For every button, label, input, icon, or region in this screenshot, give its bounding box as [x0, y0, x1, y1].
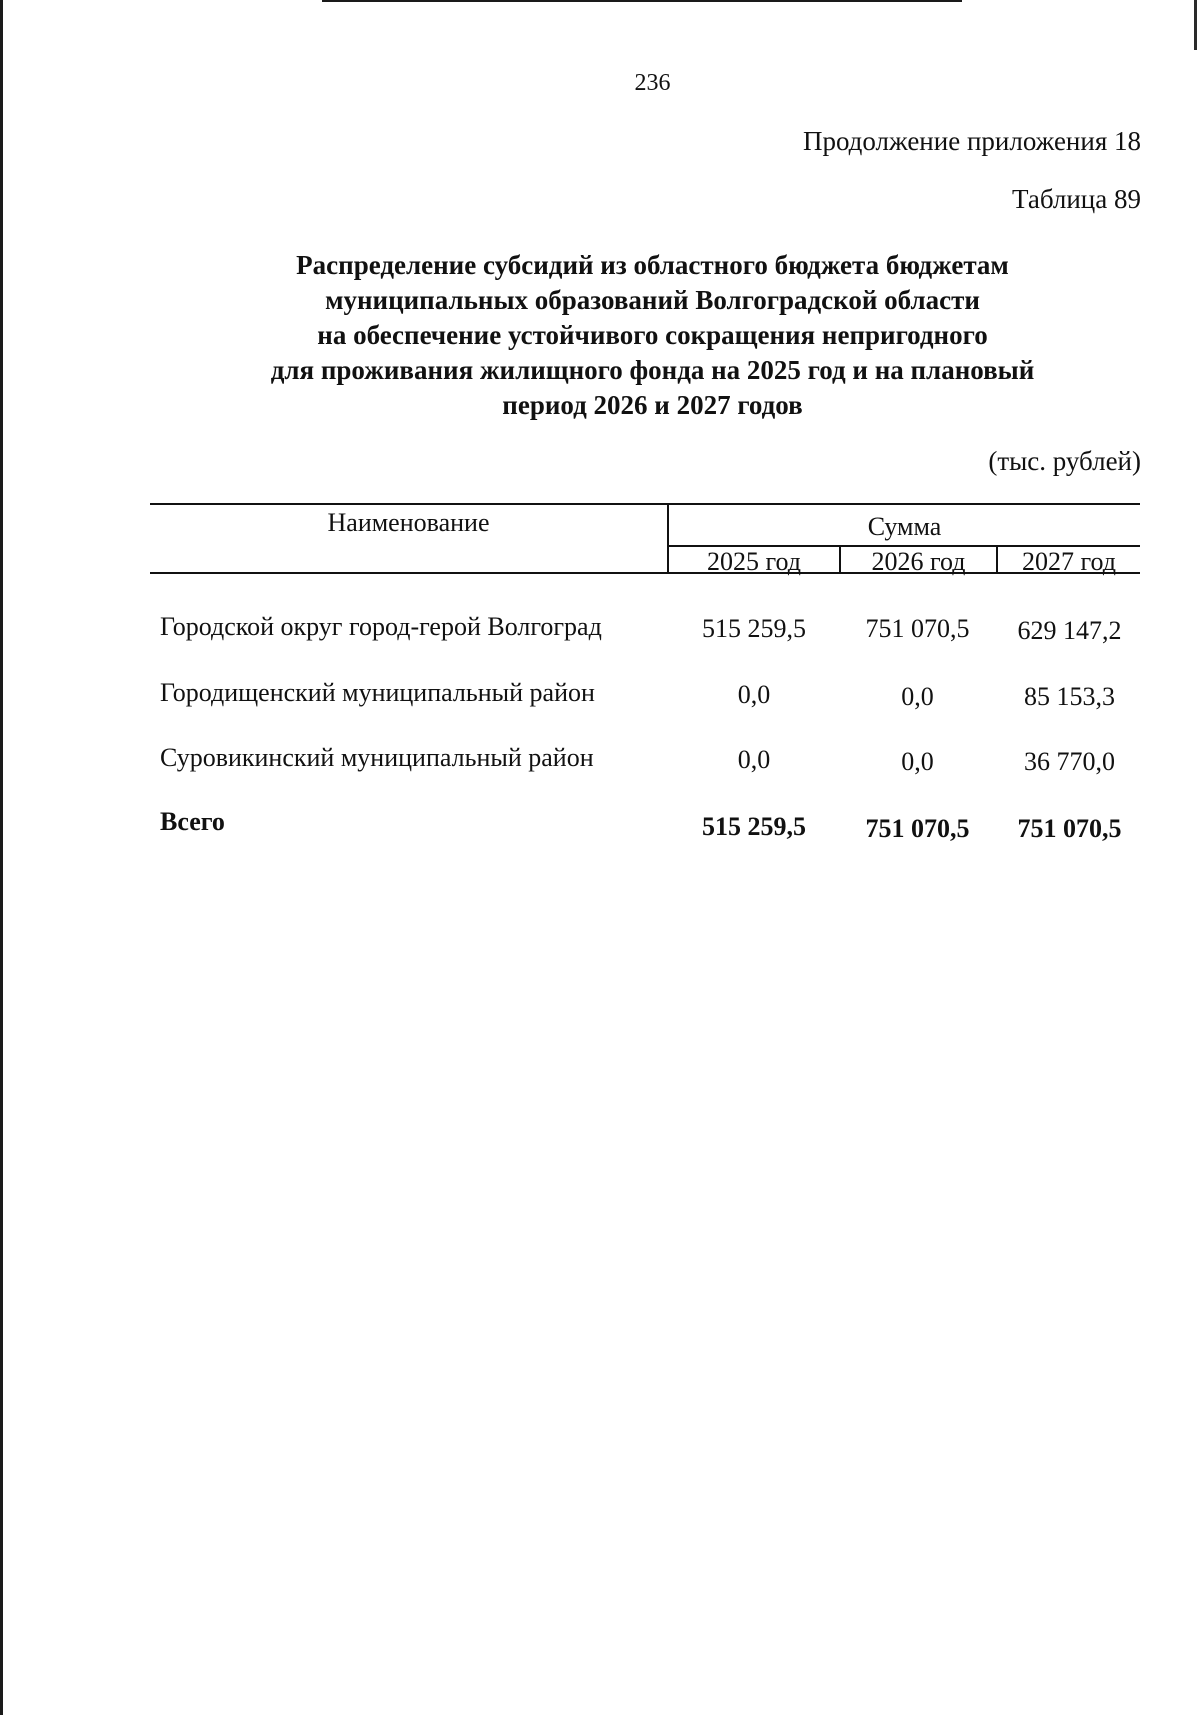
- total-label: Всего: [160, 807, 225, 836]
- total-value-2026: 751 070,5: [865, 814, 970, 843]
- total-value-2025: 515 259,5: [702, 812, 806, 841]
- title-line: Распределение субсидий из областного бюджета бюджетам: [296, 250, 1009, 280]
- title-line: для проживания жилищного фонда на 2025 год и на плановый: [270, 355, 1035, 385]
- page-number: 236: [634, 70, 671, 96]
- row-value-2026: 751 070,5: [865, 614, 970, 643]
- row-value-2027: 629 147,2: [1017, 616, 1122, 645]
- row-value-2025: 515 259,5: [702, 614, 806, 643]
- total-value-2027: 751 070,5: [1017, 814, 1122, 843]
- row-name: Суровикинский муниципальный район: [160, 743, 594, 772]
- document-title: [200, 248, 1105, 423]
- scan-edge-right: [1194, 0, 1197, 50]
- column-header-year: 2027 год: [1022, 547, 1116, 576]
- row-name: Городищенский муниципальный район: [160, 678, 595, 707]
- row-value-2026: 0,0: [901, 747, 934, 776]
- column-header-name: Наименование: [327, 508, 490, 537]
- row-value-2027: 85 153,3: [1024, 682, 1115, 711]
- column-header-sum: Сумма: [867, 512, 942, 541]
- row-value-2025: 0,0: [737, 680, 771, 709]
- row-name: Городской округ город-герой Волгоград: [160, 612, 602, 641]
- title-line: муниципальных образований Волгоградской области: [325, 285, 980, 315]
- table-top-rule: [150, 503, 1140, 505]
- column-header-year: 2025 год: [707, 547, 801, 576]
- scan-edge-top: [322, 0, 962, 2]
- column-header-year: 2026 год: [871, 547, 966, 576]
- units-label: (тыс. рублей): [988, 446, 1141, 476]
- title-line: на обеспечение устойчивого сокращения непригодного: [317, 320, 988, 350]
- title-line: период 2026 и 2027 годов: [502, 390, 803, 420]
- row-value-2027: 36 770,0: [1024, 747, 1115, 776]
- row-value-2026: 0,0: [901, 682, 934, 711]
- row-value-2025: 0,0: [737, 745, 771, 774]
- table-number: Таблица 89: [1012, 184, 1141, 214]
- scan-edge-left: [0, 0, 3, 1715]
- appendix-continuation: Продолжение приложения 18: [802, 126, 1141, 156]
